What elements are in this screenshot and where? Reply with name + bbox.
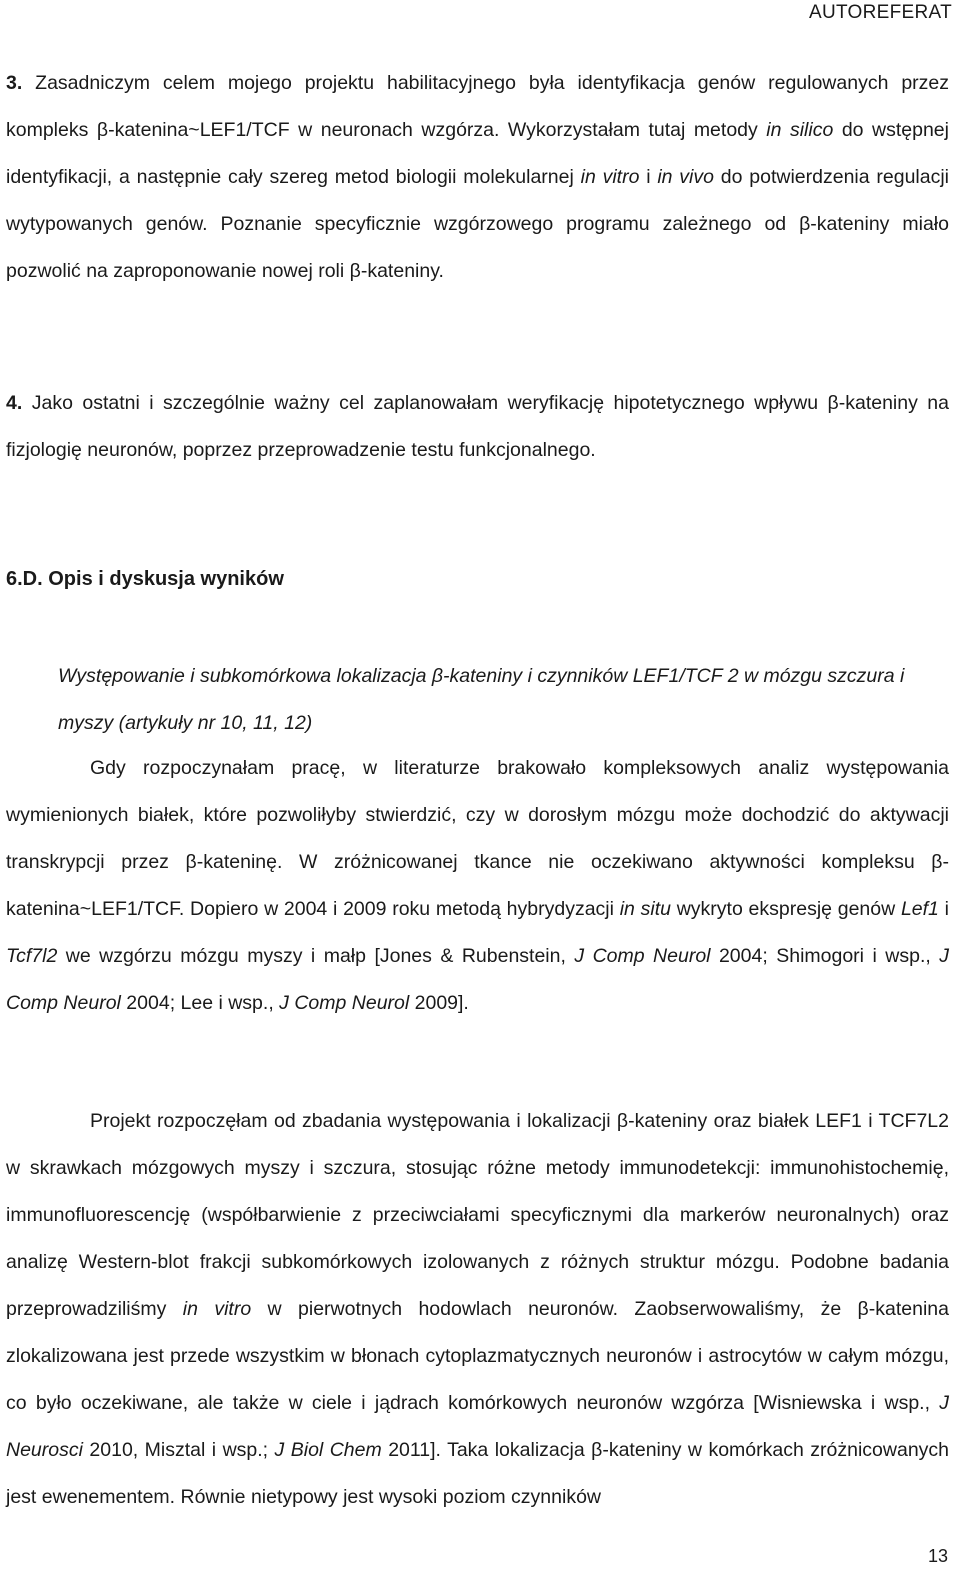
italic-term: in vitro: [182, 1298, 252, 1320]
journal-name: J Neurosci: [6, 1392, 949, 1461]
body-text: wykryto ekspresję genów: [670, 898, 901, 920]
item-number: 4.: [6, 392, 23, 414]
subsection-title: Występowanie i subkomórkowa lokalizacja β-kateniny i czynników LEF1/TCF 2 w mózgu szczura i myszy (artykuły nr 10, 11, 12): [58, 665, 905, 734]
item-text: Jako ostatni i szczególnie ważny cel zaplanowałam weryfikację hipotetycznego wpływu β-kateniny na fizjologię neuronów, poprzez przeprowadzenie testu funkcjonalnego.: [6, 392, 949, 461]
italic-term: in vitro: [580, 166, 640, 188]
italic-term: Tcf7l2: [6, 945, 58, 967]
italic-term: Lef1: [900, 898, 939, 920]
goal-item-3: [6, 60, 949, 295]
body-text: 2004; Shimogori i wsp.,: [710, 945, 940, 967]
body-text: Projekt rozpoczęłam od zbadania występowania i lokalizacji β-kateniny oraz białek LEF1 i TCF7L2 w skrawkach mózgowych myszy i szczura, stosując różne metody immunodetekcji: immunohistochemię, immunofluorescencję (współbarwienie z przeciwciałami specyficznymi dla markerów neuronalnych) oraz analizę Western-blot frakcji subkomórkowych izolowanych z różnych struktur mózgu. Podobne badania przeprowadziliśmy: [6, 1110, 949, 1320]
running-header: AUTOREFERAT: [809, 2, 952, 23]
body-text: 2009].: [409, 992, 469, 1014]
body-paragraph-2: [6, 1098, 949, 1521]
body-text: 2004; Lee i wsp.,: [120, 992, 280, 1014]
journal-name: J Biol Chem: [274, 1439, 382, 1461]
section-heading: 6.D. Opis i dyskusja wyników: [6, 568, 284, 590]
body-text: 2010, Misztal i wsp.;: [82, 1439, 275, 1461]
body-text: 2011]. Taka lokalizacja β-kateniny w komórkach zróżnicowanych jest ewenementem. Równie nietypowy jest wysoki poziom czynników: [6, 1439, 950, 1508]
journal-name: J Comp Neurol: [6, 945, 949, 1014]
journal-name: J Comp Neurol: [574, 945, 711, 967]
journal-name: J Comp Neurol: [279, 992, 410, 1014]
body-text: we wzgórzu mózgu myszy i małp [Jones & Rubenstein,: [57, 945, 575, 967]
body-text: w pierwotnych hodowlach neuronów. Zaobserwowaliśmy, że β-katenina zlokalizowana jest przede wszystkim w błonach cytoplazmatycznych neuronów i astrocytów w całym mózgu, co było oczekiwane, ale także w ciele i jądrach komórkowych neuronów wzgórza [Wisniewska i wsp.,: [6, 1298, 949, 1414]
body-text: i: [938, 898, 949, 920]
body-paragraph-1: [6, 745, 949, 1027]
page-number: 13: [927, 1546, 948, 1566]
italic-term: in vivo: [657, 166, 714, 188]
body-text: Gdy rozpoczynałam pracę, w literaturze brakowało kompleksowych analiz występowania wymienionych białek, które pozwoliłyby stwierdzić, czy w dorosłym mózgu może dochodzić do aktywacji transkrypcji przez β-kateninę. W zróżnicowanej tkance nie oczekiwano aktywności kompleksu β-katenina~LEF1/TCF. Dopiero w 2004 i 2009 roku metodą hybrydyzacji: [6, 757, 949, 920]
goal-item-4: [6, 380, 949, 474]
item-number: 3.: [6, 72, 23, 94]
item-text: i: [639, 166, 658, 188]
item-text: Zasadniczym celem mojego projektu habilitacyjnego była identyfikacja genów regulowanych przez kompleks β-katenina~LEF1/TCF w neuronach wzgórza. Wykorzystałam tutaj metody: [6, 72, 950, 141]
italic-term: in situ: [619, 898, 671, 920]
italic-term: in silico: [766, 119, 834, 141]
item-text: do potwierdzenia regulacji wytypowanych genów. Poznanie specyficznie wzgórzowego programu zależnego od β-kateniny miało pozwolić na zaproponowanie nowej roli β-kateniny.: [6, 166, 950, 282]
item-text: do wstępnej identyfikacji, a następnie cały szereg metod biologii molekularnej: [6, 119, 949, 188]
